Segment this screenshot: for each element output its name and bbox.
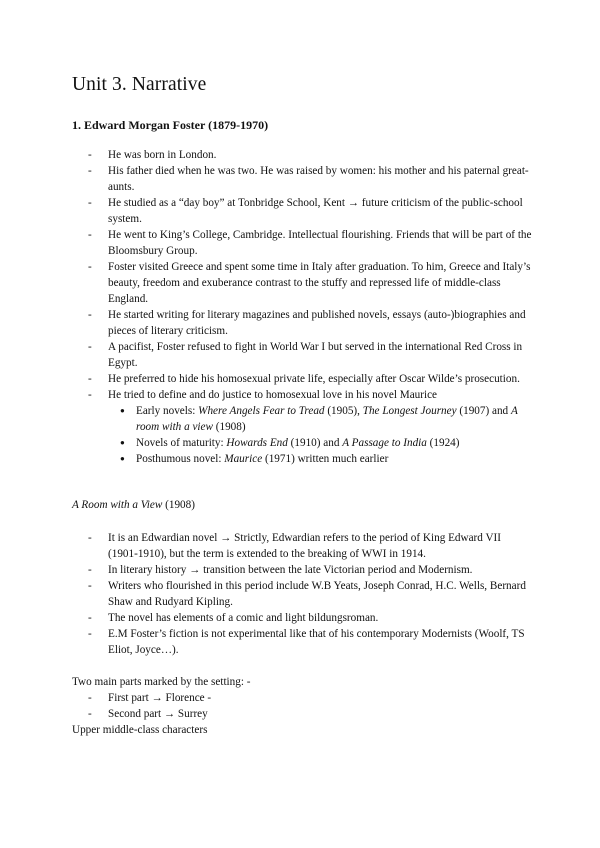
works-item-posthumous: ● Posthumous novel: Maurice (1971) written much earlier: [120, 453, 389, 465]
bullet-icon: ●: [120, 454, 125, 463]
dash-marker: -: [88, 692, 92, 704]
list-item: - It is an Edwardian novel → Strictly, Edwardian refers to the period of King Edward VII (1901-1910), but the term is extended to the breaking of WWI in 1914.: [88, 532, 502, 560]
works-item-early: ● Early novels: Where Angels Fear to Tread (1905), The Longest Journey (1907) and A room with a view (1908): [120, 405, 518, 433]
dash-marker: -: [88, 580, 92, 592]
section-title-room-with-a-view: A Room with a View (1908): [72, 499, 195, 511]
dash-marker: -: [88, 628, 92, 640]
dash-marker: -: [88, 389, 92, 401]
section-heading-foster: 1. Edward Morgan Foster (1879-1970): [72, 118, 269, 132]
dash-marker: -: [88, 708, 92, 720]
works-list: [108, 403, 532, 467]
dash-marker: -: [88, 197, 92, 209]
dash-marker: -: [88, 165, 92, 177]
list-item: - Writers who flourished in this period include W.B Yeats, Joseph Conrad, H.C. Wells, Bernard Shaw and Rudyard Kipling.: [88, 580, 526, 608]
list-item: - The novel has elements of a comic and light bildungsroman.: [88, 612, 379, 624]
dash-marker: -: [88, 309, 92, 321]
dash-marker: -: [88, 261, 92, 273]
list-item: - In literary history → transition between the late Victorian period and Modernism.: [88, 564, 473, 576]
bullet-icon: ●: [120, 406, 125, 415]
foster-bio-list: [72, 147, 532, 467]
dash-marker: -: [88, 229, 92, 241]
bullet-icon: ●: [120, 438, 125, 447]
novel-notes-list: [72, 530, 532, 658]
dash-marker: -: [88, 149, 92, 161]
list-item: - He was born in London.: [88, 149, 217, 161]
page-title: Unit 3. Narrative: [72, 74, 207, 95]
list-item: - He tried to define and do justice to homosexual love in his novel Maurice ● Early novels: Where Angels Fear to Tread (1905), The Longest Journey (1907) and A room with a view (1908) ● Novels of maturity: Howards End (1910) and A Passage to India (1924) ● Posthumous novel: Maurice (1971) written much earlier: [72, 387, 532, 467]
setting-intro: Two main parts marked by the setting: -: [72, 676, 251, 688]
dash-marker: -: [88, 564, 92, 576]
list-item: - First part → Florence -: [88, 692, 212, 704]
dash-marker: -: [88, 341, 92, 353]
list-item: - He started writing for literary magazines and published novels, essays (auto-)biographies and pieces of literary criticism.: [88, 309, 526, 337]
list-item: - Second part → Surrey: [88, 708, 208, 720]
list-item: - Foster visited Greece and spent some time in Italy after graduation. To him, Greece and Italy’s beauty, freedom and exuberance contrast to the stuffy and repressed life of middle-class England.: [88, 261, 531, 305]
list-item: - E.M Foster’s fiction is not experimental like that of his contemporary Modernists (Woolf, TS Eliot, Joyce…).: [88, 628, 525, 656]
dash-marker: -: [88, 612, 92, 624]
list-item: - He studied as a “day boy” at Tonbridge School, Kent → future criticism of the public-school system.: [88, 197, 523, 225]
characters-note: Upper middle-class characters: [72, 724, 208, 736]
list-item: - He went to King’s College, Cambridge. Intellectual flourishing. Friends that will be part of the Bloomsbury Group.: [88, 229, 532, 257]
dash-marker: -: [88, 373, 92, 385]
list-item: - A pacifist, Foster refused to fight in World War I but served in the international Red Cross in Egypt.: [88, 341, 523, 369]
dash-marker: -: [88, 532, 92, 544]
works-item-maturity: ● Novels of maturity: Howards End (1910) and A Passage to India (1924): [120, 437, 460, 449]
list-item: - His father died when he was two. He was raised by women: his mother and his paternal great-aunts.: [88, 165, 529, 193]
list-item: - He preferred to hide his homosexual private life, especially after Oscar Wilde’s prosecution.: [88, 373, 520, 385]
setting-list: [72, 690, 532, 722]
